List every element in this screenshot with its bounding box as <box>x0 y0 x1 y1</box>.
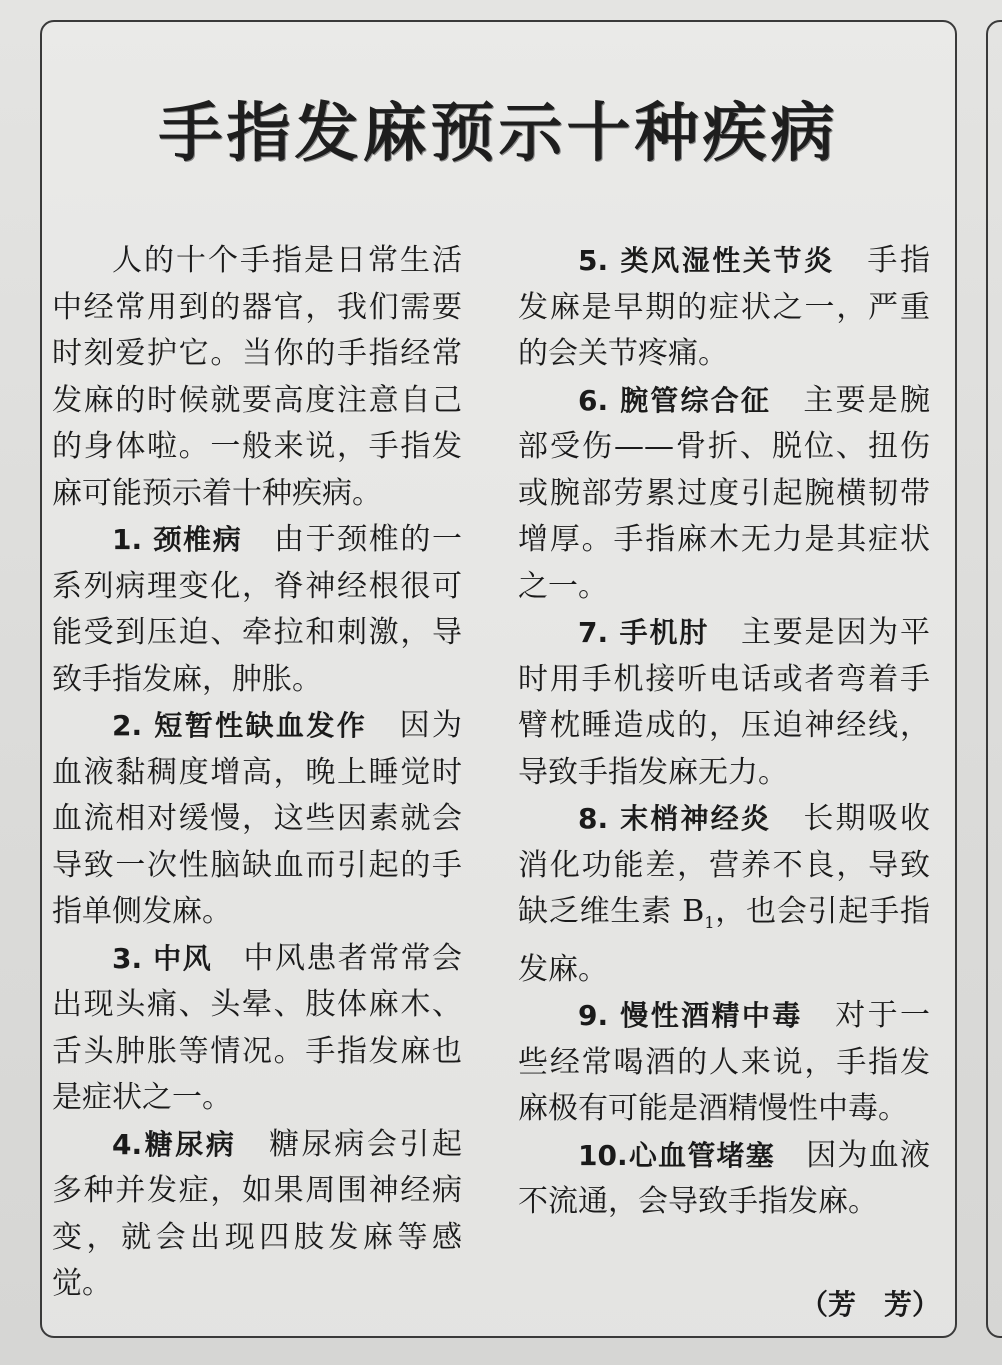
adjacent-article-frame-edge <box>986 20 1002 1338</box>
item-9 <box>518 993 930 1133</box>
item-2-heading: 2. 短暂性缺血发作 <box>112 709 368 742</box>
item-3 <box>52 936 462 1122</box>
item-5-heading: 5. 类风湿性关节炎 <box>578 244 835 277</box>
item-8-text-a: 长期吸收消化功能差，营养不良，导致缺乏维生素 B <box>518 801 931 929</box>
item-1 <box>52 517 462 703</box>
item-2 <box>52 703 462 936</box>
left-column <box>52 238 462 1308</box>
item-4 <box>52 1122 462 1308</box>
item-7-text: 主要是因为平时用手机接听电话或者弯着手臂枕睡造成的，压迫神经线，导致手指发麻无力。 <box>518 615 930 790</box>
item-10-text: 因为血液不流通，会导致手指发麻。 <box>518 1137 931 1219</box>
item-1-text: 由于颈椎的一系列病理变化，脊神经根很可能受到压迫、牵拉和刺激，导致手指发麻，肿胀。 <box>52 522 463 697</box>
item-7 <box>518 610 930 796</box>
item-6-heading: 6. 腕管综合征 <box>578 383 772 417</box>
item-8 <box>518 796 930 993</box>
item-1-heading: 1. 颈椎病 <box>112 523 243 556</box>
item-5-text: 手指发麻是早期的症状之一，严重的会关节疼痛。 <box>518 243 931 371</box>
item-9-text: 对于一些经常喝酒的人来说，手指发麻极有可能是酒精慢性中毒。 <box>518 998 931 1126</box>
item-3-heading: 3. 中风 <box>112 941 213 975</box>
item-8-heading: 8. 末梢神经炎 <box>578 802 772 835</box>
article-title: 手指发麻预示十种疾病 <box>158 97 839 171</box>
item-8-text-b: ，也会引起手指发麻。 <box>518 894 931 987</box>
item-4-heading: 4.糖尿病 <box>112 1127 237 1161</box>
item-10 <box>518 1133 930 1226</box>
intro-paragraph: 人的十个手指是日常生活中经常用到的器官，我们需要时刻爱护它。当你的手指经常发麻的时候就要高度注意自己的身体啦。一般来说，手指发麻可能预示着十种疾病。 <box>52 243 462 511</box>
author-byline: （芳 芳） <box>800 1288 941 1321</box>
item-6 <box>518 378 930 611</box>
item-8-subscript: 1 <box>704 913 715 932</box>
item-4-text: 糖尿病会引起多种并发症，如果周围神经病变，就会出现四肢发麻等感觉。 <box>52 1126 463 1301</box>
item-2-text: 因为血液黏稠度增高，晚上睡觉时血流相对缓慢，这些因素就会导致一次性脑缺血而引起的手指单侧发麻。 <box>52 708 463 929</box>
item-5 <box>518 238 930 378</box>
item-9-heading: 9. 慢性酒精中毒 <box>578 999 803 1032</box>
right-column <box>518 238 930 1226</box>
item-3-text: 中风患者常常会出现头痛、头晕、肢体麻木、舌头肿胀等情况。手指发麻也是症状之一。 <box>52 940 463 1115</box>
item-10-heading: 10.心血管堵塞 <box>578 1138 776 1172</box>
item-6-text: 主要是腕部受伤——骨折、脱位、扭伤或腕部劳累过度引起腕横韧带增厚。手指麻木无力是其症状之一。 <box>518 382 931 604</box>
item-7-heading: 7. 手机肘 <box>578 616 710 649</box>
